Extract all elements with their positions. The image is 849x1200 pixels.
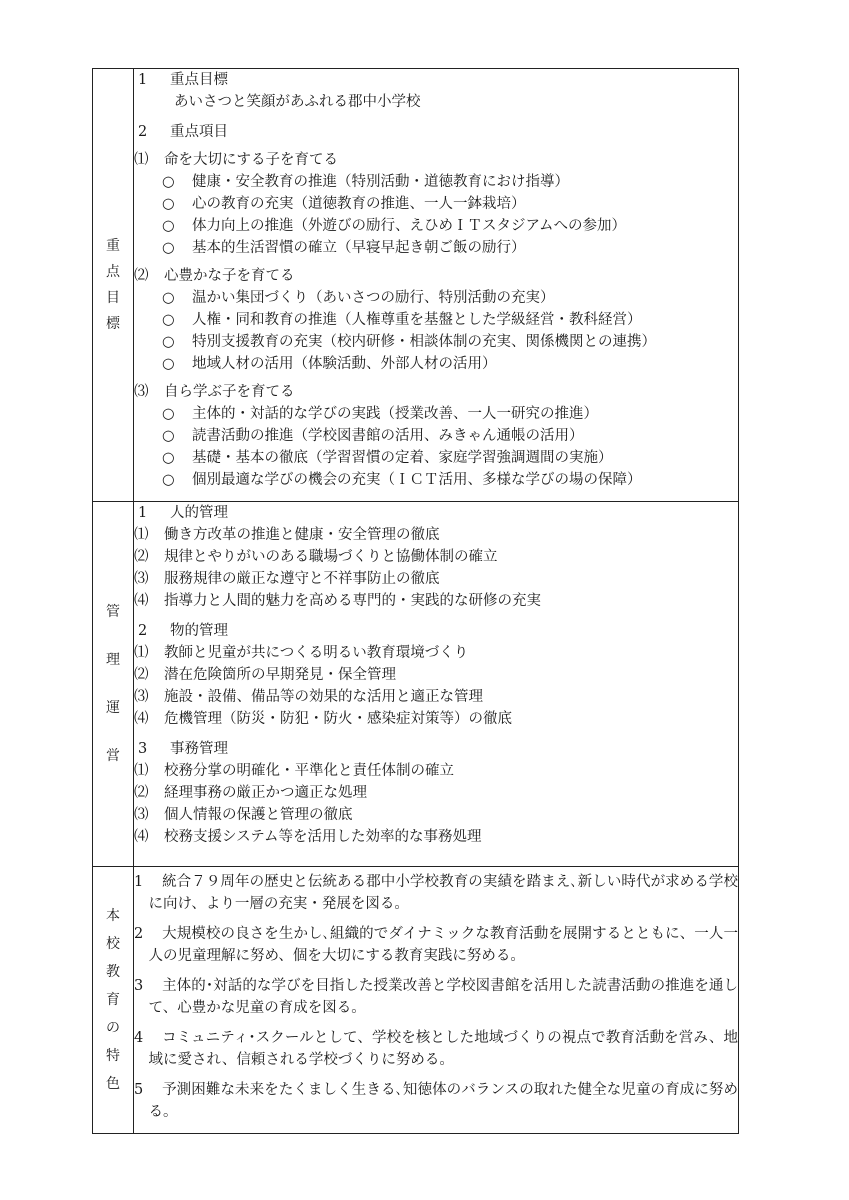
feature-item [134,975,738,1019]
circle-mark-icon: ○ [162,290,175,306]
management-group-heading [134,738,738,760]
goal-group [134,149,738,259]
goal-item-text: 温かい集団づくり（あいさつの励行、特別活動の充実） [192,290,555,306]
goal-heading-num: 1 [138,72,148,88]
goal-item [134,469,738,491]
features-row [93,867,739,1134]
management-item [134,546,738,568]
goal-item-text: 健康・安全教育の推進（特別活動・道徳教育におけ指導） [192,174,569,190]
document-table [92,68,739,1134]
goal-group-num: ⑴ [134,152,149,168]
management-item-text: 校務支援システム等を活用した効率的な事務処理 [164,829,482,845]
goal-group-heading [134,149,738,171]
goals-label [93,239,133,331]
management-item [134,760,738,782]
management-item-num: ⑷ [134,711,149,727]
management-item-num: ⑷ [134,593,149,609]
management-item [134,804,738,826]
management-label-char: 営 [106,748,120,764]
goal-item-text: 人権・同和教育の推進（人権尊重を基盤とした学級経営・教科経営） [192,312,642,328]
goal-group-num: ⑵ [134,268,149,284]
goal-item [134,309,738,331]
feature-item-num: 1 [134,874,144,890]
goal-group-title: 心豊かな子を育てる [164,268,295,284]
feature-item [134,1027,738,1071]
management-item [134,686,738,708]
goal-heading: 重点目標 [170,72,228,88]
feature-item-num: 5 [134,1082,144,1098]
goal-item [134,193,738,215]
circle-mark-icon: ○ [162,218,175,234]
features-label-char: 色 [106,1076,120,1092]
features-label-char: 特 [106,1048,120,1064]
management-group-title: 事務管理 [170,741,228,757]
circle-mark-icon: ○ [162,240,175,256]
goal-item [134,447,738,469]
management-item-text: 施設・設備、備品等の効果的な活用と適正な管理 [164,689,483,705]
circle-mark-icon: ○ [162,174,175,190]
management-item-num: ⑵ [134,549,149,565]
management-item-num: ⑵ [134,667,149,683]
management-item-text: 潜在危険箇所の早期発見・保全管理 [164,667,396,683]
feature-item-text: コミュニティ･スクールとして、学校を核とした地域づくりの視点で教育活動を営み、地域に愛され、信頼される学校づくりに努める。 [148,1030,738,1068]
goal-item-text: 特別支援教育の充実（校内研修・相談体制の充実、関係機関との連携） [192,334,656,350]
goal-group-title: 命を大切にする子を育てる [164,152,338,168]
circle-mark-icon: ○ [162,312,175,328]
circle-mark-icon: ○ [162,450,175,466]
management-item [134,782,738,804]
features-content [134,867,739,1134]
management-item-num: ⑶ [134,689,149,705]
management-item-text: 教師と児童が共につくる明るい教育環境づくり [164,645,469,661]
feature-items [134,871,738,1123]
goal-item [134,171,738,193]
goal-item [134,215,738,237]
circle-mark-icon: ○ [162,196,175,212]
goals-content [134,69,739,502]
management-group-heading [134,620,738,642]
circle-mark-icon: ○ [162,428,175,444]
feature-item-text: 予測困難な未来をたくましく生きる､知徳体のバランスの取れた健全な児童の育成に努める。 [148,1082,738,1120]
management-item-num: ⑶ [134,807,149,823]
management-item-text: 個人情報の保護と管理の徹底 [164,807,353,823]
goal-group-heading [134,265,738,287]
management-group [134,738,738,848]
goal-item-text: 読書活動の推進（学校図書館の活用、みきゃん通帳の活用） [192,428,584,444]
feature-item-num: 3 [134,978,144,994]
goals-label-char: 標 [106,316,120,332]
management-item [134,568,738,590]
features-label-cell [93,867,134,1134]
management-label-char: 運 [106,700,120,716]
goal-group-heading [134,381,738,403]
management-group [134,620,738,730]
management-content [134,502,739,867]
goal-item [134,353,738,375]
goal-item [134,403,738,425]
management-group-heading [134,502,738,524]
goal-text: あいさつと笑顔があふれる郡中小学校 [174,94,421,110]
management-item-num: ⑵ [134,785,149,801]
goal-item-text: 主体的・対話的な学びの実践（授業改善、一人一研究の推進） [192,406,598,422]
management-label-cell [93,502,134,867]
management-item-num: ⑴ [134,645,149,661]
features-label-char: 育 [106,992,120,1008]
management-label-char: 管 [106,604,120,620]
management-item-num: ⑷ [134,829,149,845]
features-label-char: 本 [106,908,120,924]
goal-groups [134,149,738,491]
features-label [93,909,133,1091]
circle-mark-icon: ○ [162,356,175,372]
management-group-num: 3 [138,741,148,757]
items-heading: 重点項目 [170,124,228,140]
features-label-char: 教 [106,964,120,980]
management-row [93,502,739,867]
circle-mark-icon: ○ [162,406,175,422]
feature-item-num: 2 [134,926,144,942]
features-label-char: 校 [106,936,120,952]
feature-item-text: 大規模校の良さを生かし､組織的でダイナミックな教育活動を展開するとともに、一人一人の児童理解に努め、個を大切にする教育実践に努める。 [148,926,738,964]
management-group-title: 物的管理 [170,623,228,639]
feature-item [134,923,738,967]
feature-item-text: 主体的･対話的な学びを目指した授業改善と学校図書館を活用した読書活動の推進を通して、心豊かな児童の育成を図る。 [148,978,738,1016]
management-item [134,642,738,664]
feature-item-text: 統合７９周年の歴史と伝統ある郡中小学校教育の実績を踏まえ､新しい時代が求める学校に向け、より一層の充実・発展を図る。 [148,874,738,912]
management-group [134,502,738,612]
management-item-text: 校務分掌の明確化・平準化と責任体制の確立 [164,763,454,779]
circle-mark-icon: ○ [162,334,175,350]
management-item-text: 危機管理（防災・防犯・防火・感染症対策等）の徹底 [164,711,512,727]
management-item-text: 働き方改革の推進と健康・安全管理の徹底 [164,527,440,543]
goals-row [93,69,739,502]
management-groups [134,502,738,848]
management-item-num: ⑴ [134,527,149,543]
management-item [134,826,738,848]
items-block [134,121,738,143]
goal-item [134,237,738,259]
management-group-title: 人的管理 [170,505,228,521]
goals-label-char: 点 [106,264,120,280]
management-item-text: 服務規律の厳正な遵守と不祥事防止の徹底 [164,571,440,587]
goal-group-num: ⑶ [134,384,149,400]
goal-item-text: 基礎・基本の徹底（学習習慣の定着、家庭学習強調週間の実施） [192,450,613,466]
feature-item [134,871,738,915]
management-item [134,708,738,730]
management-label [93,605,133,763]
goal-item [134,331,738,353]
goal-item-text: 体力向上の推進（外遊びの励行、えひめＩＴスタジアムへの参加） [192,218,626,234]
management-group-num: 1 [138,505,148,521]
management-item-text: 規律とやりがいのある職場づくりと協働体制の確立 [164,549,498,565]
circle-mark-icon: ○ [162,472,175,488]
management-item-text: 指導力と人間的魅力を高める専門的・実践的な研修の充実 [164,593,541,609]
feature-item-num: 4 [134,1030,144,1046]
goal-item-text: 基本的生活習慣の確立（早寝早起き朝ご飯の励行） [192,240,526,256]
management-item [134,524,738,546]
management-item-text: 経理事務の厳正かつ適正な処理 [164,785,367,801]
goal-group [134,381,738,491]
management-label-char: 理 [106,652,120,668]
goal-group [134,265,738,375]
goal-item [134,287,738,309]
management-item-num: ⑴ [134,763,149,779]
goal-item-text: 地域人材の活用（体験活動、外部人材の活用） [192,356,497,372]
goals-label-char: 目 [106,290,120,306]
goal-group-title: 自ら学ぶ子を育てる [164,384,295,400]
goals-label-char: 重 [106,238,120,254]
goal-item-text: 心の教育の充実（道徳教育の推進、一人一鉢栽培） [192,196,526,212]
management-item [134,590,738,612]
management-item-num: ⑶ [134,571,149,587]
items-heading-num: 2 [138,124,148,140]
goals-label-cell [93,69,134,502]
management-item [134,664,738,686]
management-group-num: 2 [138,623,148,639]
goal-item-text: 個別最適な学びの機会の充実（ＩＣＴ活用、多様な学びの場の保障） [192,472,642,488]
goal-block [134,69,738,113]
features-label-char: の [106,1020,120,1036]
feature-item [134,1079,738,1123]
goal-item [134,425,738,447]
